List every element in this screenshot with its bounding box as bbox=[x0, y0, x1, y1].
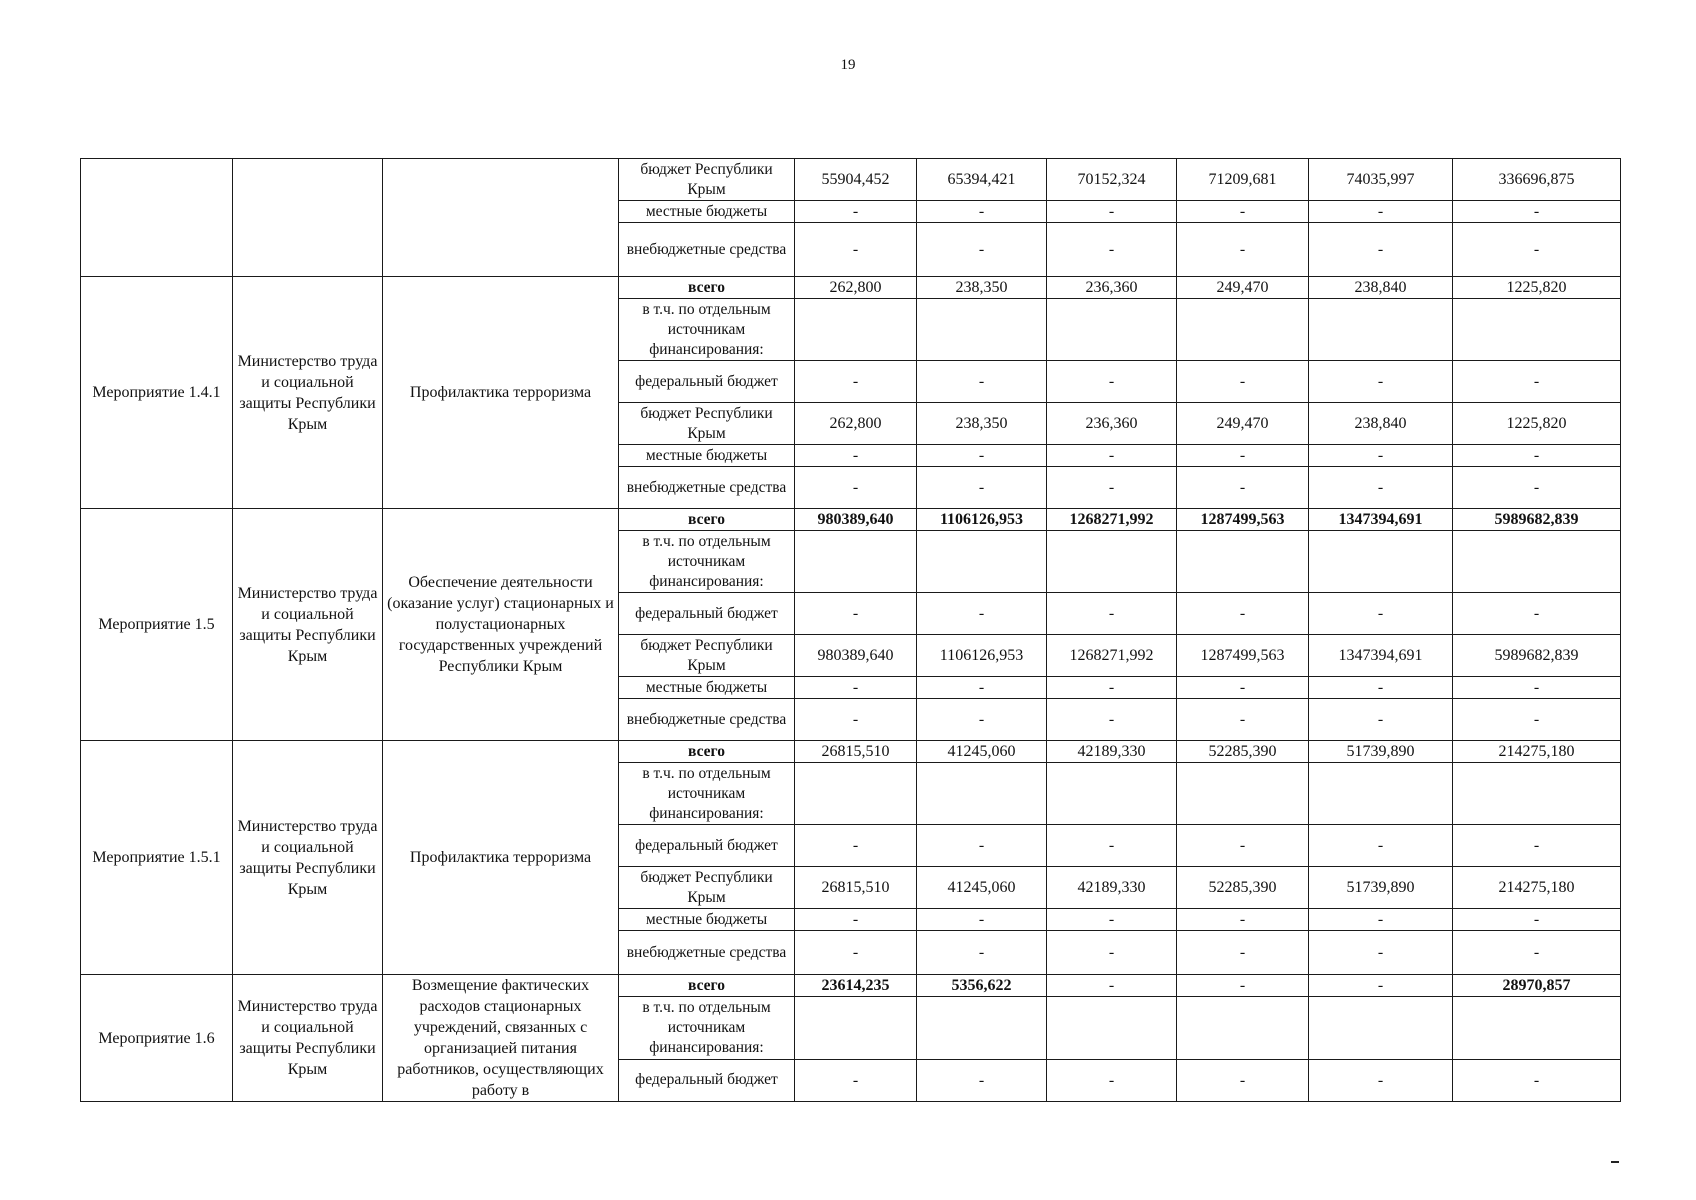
value-cell: - bbox=[1309, 909, 1453, 931]
source-label-extrabudget: внебюджетные средства bbox=[619, 699, 795, 741]
value-cell: - bbox=[1453, 467, 1621, 509]
value-cell: 51739,890 bbox=[1309, 867, 1453, 909]
empty-cell bbox=[795, 531, 917, 593]
executor-cell: Министерство труда и социальной защиты Республики Крым bbox=[233, 277, 383, 509]
empty-cell bbox=[1047, 299, 1177, 361]
value-cell: - bbox=[1047, 825, 1177, 867]
value-cell: - bbox=[1177, 931, 1309, 975]
value-cell: - bbox=[1177, 201, 1309, 223]
value-cell: 23614,235 bbox=[795, 975, 917, 997]
value-cell: - bbox=[1309, 975, 1453, 997]
value-cell: 262,800 bbox=[795, 277, 917, 299]
empty-cell bbox=[1309, 763, 1453, 825]
value-cell: 236,360 bbox=[1047, 403, 1177, 445]
value-cell: - bbox=[795, 223, 917, 277]
value-cell: - bbox=[1177, 593, 1309, 635]
value-cell: 1106126,953 bbox=[917, 509, 1047, 531]
value-cell: - bbox=[917, 699, 1047, 741]
value-cell: - bbox=[917, 825, 1047, 867]
value-cell: - bbox=[1453, 1059, 1621, 1101]
value-cell: 26815,510 bbox=[795, 741, 917, 763]
source-label-republic: бюджет Республики Крым bbox=[619, 159, 795, 201]
value-cell: 5989682,839 bbox=[1453, 635, 1621, 677]
value-cell: - bbox=[917, 677, 1047, 699]
value-cell: - bbox=[795, 593, 917, 635]
value-cell: - bbox=[1309, 1059, 1453, 1101]
name-cell: Профилактика терроризма bbox=[383, 741, 619, 975]
measure-cell: Мероприятие 1.5.1 bbox=[81, 741, 233, 975]
source-label-local: местные бюджеты bbox=[619, 445, 795, 467]
value-cell: 1347394,691 bbox=[1309, 635, 1453, 677]
source-label-local: местные бюджеты bbox=[619, 677, 795, 699]
value-cell: - bbox=[795, 201, 917, 223]
value-cell: - bbox=[1047, 201, 1177, 223]
value-cell: 249,470 bbox=[1177, 403, 1309, 445]
table-row bbox=[81, 159, 1621, 201]
scan-mark bbox=[1611, 1161, 1619, 1163]
value-cell: 262,800 bbox=[795, 403, 917, 445]
value-cell: - bbox=[917, 593, 1047, 635]
value-cell: 980389,640 bbox=[795, 635, 917, 677]
value-cell: - bbox=[1309, 931, 1453, 975]
value-cell: - bbox=[1177, 1059, 1309, 1101]
empty-cell bbox=[795, 299, 917, 361]
value-cell: 52285,390 bbox=[1177, 867, 1309, 909]
value-cell: - bbox=[1177, 699, 1309, 741]
source-label-federal: федеральный бюджет bbox=[619, 825, 795, 867]
source-label-local: местные бюджеты bbox=[619, 201, 795, 223]
source-label-extrabudget: внебюджетные средства bbox=[619, 223, 795, 277]
page-number: 19 bbox=[840, 57, 856, 73]
source-label-including: в т.ч. по отдельным источникам финансирования: bbox=[619, 531, 795, 593]
value-cell: 214275,180 bbox=[1453, 867, 1621, 909]
value-cell: - bbox=[1453, 825, 1621, 867]
empty-cell bbox=[1047, 531, 1177, 593]
source-label-total: всего bbox=[619, 975, 795, 997]
value-cell: - bbox=[1453, 361, 1621, 403]
source-label-total: всего bbox=[619, 741, 795, 763]
value-cell: 5356,622 bbox=[917, 975, 1047, 997]
source-label-federal: федеральный бюджет bbox=[619, 593, 795, 635]
value-cell: - bbox=[1047, 223, 1177, 277]
name-cell: Профилактика терроризма bbox=[383, 277, 619, 509]
budget-table bbox=[80, 158, 1621, 1102]
value-cell: - bbox=[1177, 223, 1309, 277]
empty-cell bbox=[795, 997, 917, 1059]
value-cell: - bbox=[917, 223, 1047, 277]
value-cell: 1287499,563 bbox=[1177, 509, 1309, 531]
value-cell: - bbox=[1047, 975, 1177, 997]
value-cell: 51739,890 bbox=[1309, 741, 1453, 763]
source-label-extrabudget: внебюджетные средства bbox=[619, 467, 795, 509]
measure-cell bbox=[81, 159, 233, 277]
value-cell: - bbox=[1309, 445, 1453, 467]
value-cell: - bbox=[795, 909, 917, 931]
value-cell: - bbox=[1047, 361, 1177, 403]
source-label-including: в т.ч. по отдельным источникам финансирования: bbox=[619, 299, 795, 361]
value-cell: 214275,180 bbox=[1453, 741, 1621, 763]
source-label-federal: федеральный бюджет bbox=[619, 1059, 795, 1101]
value-cell: - bbox=[1309, 677, 1453, 699]
value-cell: - bbox=[1047, 445, 1177, 467]
measure-cell: Мероприятие 1.6 bbox=[81, 975, 233, 1102]
value-cell: - bbox=[795, 931, 917, 975]
value-cell: - bbox=[795, 825, 917, 867]
value-cell: 238,350 bbox=[917, 277, 1047, 299]
value-cell: - bbox=[1177, 909, 1309, 931]
value-cell: - bbox=[917, 445, 1047, 467]
value-cell: - bbox=[1177, 677, 1309, 699]
value-cell: - bbox=[1047, 909, 1177, 931]
value-cell: - bbox=[1453, 201, 1621, 223]
value-cell: - bbox=[1047, 677, 1177, 699]
executor-cell: Министерство труда и социальной защиты Республики Крым bbox=[233, 741, 383, 975]
value-cell: - bbox=[1177, 445, 1309, 467]
empty-cell bbox=[1177, 997, 1309, 1059]
value-cell: - bbox=[795, 677, 917, 699]
source-label-extrabudget: внебюджетные средства bbox=[619, 931, 795, 975]
empty-cell bbox=[917, 531, 1047, 593]
value-cell: 26815,510 bbox=[795, 867, 917, 909]
value-cell: 1225,820 bbox=[1453, 403, 1621, 445]
name-cell bbox=[383, 159, 619, 277]
value-cell: - bbox=[1177, 975, 1309, 997]
empty-cell bbox=[1453, 531, 1621, 593]
value-cell: 55904,452 bbox=[795, 159, 917, 201]
name-cell: Обеспечение деятельности (оказание услуг) стационарных и полустационарных государственных учреждений Республики Крым bbox=[383, 509, 619, 741]
value-cell: - bbox=[917, 909, 1047, 931]
value-cell: - bbox=[795, 699, 917, 741]
value-cell: - bbox=[917, 361, 1047, 403]
value-cell: - bbox=[1047, 467, 1177, 509]
executor-cell bbox=[233, 159, 383, 277]
source-label-local: местные бюджеты bbox=[619, 909, 795, 931]
source-label-republic: бюджет Республики Крым bbox=[619, 403, 795, 445]
value-cell: - bbox=[1047, 699, 1177, 741]
value-cell: 980389,640 bbox=[795, 509, 917, 531]
value-cell: 70152,324 bbox=[1047, 159, 1177, 201]
value-cell: 71209,681 bbox=[1177, 159, 1309, 201]
value-cell: 65394,421 bbox=[917, 159, 1047, 201]
value-cell: - bbox=[1309, 699, 1453, 741]
value-cell: 1347394,691 bbox=[1309, 509, 1453, 531]
value-cell: - bbox=[1177, 361, 1309, 403]
value-cell: - bbox=[1453, 223, 1621, 277]
value-cell: 236,360 bbox=[1047, 277, 1177, 299]
value-cell: - bbox=[1309, 201, 1453, 223]
source-label-including: в т.ч. по отдельным источникам финансирования: bbox=[619, 997, 795, 1059]
empty-cell bbox=[1453, 763, 1621, 825]
measure-cell: Мероприятие 1.5 bbox=[81, 509, 233, 741]
value-cell: 249,470 bbox=[1177, 277, 1309, 299]
value-cell: 74035,997 bbox=[1309, 159, 1453, 201]
empty-cell bbox=[1309, 299, 1453, 361]
value-cell: - bbox=[1453, 677, 1621, 699]
value-cell: 336696,875 bbox=[1453, 159, 1621, 201]
value-cell: - bbox=[1177, 467, 1309, 509]
table-row bbox=[81, 277, 1621, 299]
value-cell: - bbox=[1309, 825, 1453, 867]
empty-cell bbox=[1453, 997, 1621, 1059]
table-row bbox=[81, 509, 1621, 531]
value-cell: - bbox=[1309, 593, 1453, 635]
value-cell: - bbox=[1047, 593, 1177, 635]
value-cell: - bbox=[1453, 909, 1621, 931]
source-label-republic: бюджет Республики Крым bbox=[619, 867, 795, 909]
empty-cell bbox=[917, 997, 1047, 1059]
value-cell: - bbox=[795, 1059, 917, 1101]
value-cell: - bbox=[1047, 931, 1177, 975]
empty-cell bbox=[1047, 997, 1177, 1059]
source-label-federal: федеральный бюджет bbox=[619, 361, 795, 403]
value-cell: - bbox=[795, 467, 917, 509]
executor-cell: Министерство труда и социальной защиты Республики Крым bbox=[233, 975, 383, 1102]
value-cell: - bbox=[917, 931, 1047, 975]
value-cell: 1287499,563 bbox=[1177, 635, 1309, 677]
empty-cell bbox=[917, 299, 1047, 361]
value-cell: 238,840 bbox=[1309, 403, 1453, 445]
table-row bbox=[81, 975, 1621, 997]
value-cell: 238,840 bbox=[1309, 277, 1453, 299]
value-cell: - bbox=[795, 445, 917, 467]
value-cell: 1106126,953 bbox=[917, 635, 1047, 677]
measure-cell: Мероприятие 1.4.1 bbox=[81, 277, 233, 509]
value-cell: 52285,390 bbox=[1177, 741, 1309, 763]
value-cell: 1268271,992 bbox=[1047, 509, 1177, 531]
value-cell: 41245,060 bbox=[917, 741, 1047, 763]
value-cell: - bbox=[917, 1059, 1047, 1101]
empty-cell bbox=[795, 763, 917, 825]
value-cell: - bbox=[1047, 1059, 1177, 1101]
value-cell: - bbox=[1309, 223, 1453, 277]
value-cell: - bbox=[1453, 593, 1621, 635]
value-cell: - bbox=[1453, 445, 1621, 467]
source-label-including: в т.ч. по отдельным источникам финансирования: bbox=[619, 763, 795, 825]
name-cell: Возмещение фактических расходов стационарных учреждений, связанных с организацией питания работников, осуществляющих работу в bbox=[383, 975, 619, 1102]
empty-cell bbox=[1309, 531, 1453, 593]
value-cell: 42189,330 bbox=[1047, 741, 1177, 763]
value-cell: - bbox=[1177, 825, 1309, 867]
empty-cell bbox=[1177, 531, 1309, 593]
empty-cell bbox=[1047, 763, 1177, 825]
value-cell: 1268271,992 bbox=[1047, 635, 1177, 677]
value-cell: - bbox=[1453, 699, 1621, 741]
source-label-total: всего bbox=[619, 277, 795, 299]
value-cell: - bbox=[917, 467, 1047, 509]
value-cell: 238,350 bbox=[917, 403, 1047, 445]
empty-cell bbox=[917, 763, 1047, 825]
executor-cell: Министерство труда и социальной защиты Республики Крым bbox=[233, 509, 383, 741]
source-label-republic: бюджет Республики Крым bbox=[619, 635, 795, 677]
empty-cell bbox=[1453, 299, 1621, 361]
value-cell: - bbox=[917, 201, 1047, 223]
value-cell: - bbox=[1309, 361, 1453, 403]
value-cell: 41245,060 bbox=[917, 867, 1047, 909]
value-cell: - bbox=[1309, 467, 1453, 509]
value-cell: - bbox=[795, 361, 917, 403]
source-label-total: всего bbox=[619, 509, 795, 531]
empty-cell bbox=[1177, 763, 1309, 825]
table-row bbox=[81, 741, 1621, 763]
value-cell: 42189,330 bbox=[1047, 867, 1177, 909]
value-cell: 5989682,839 bbox=[1453, 509, 1621, 531]
value-cell: - bbox=[1453, 931, 1621, 975]
empty-cell bbox=[1309, 997, 1453, 1059]
empty-cell bbox=[1177, 299, 1309, 361]
value-cell: 1225,820 bbox=[1453, 277, 1621, 299]
value-cell: 28970,857 bbox=[1453, 975, 1621, 997]
